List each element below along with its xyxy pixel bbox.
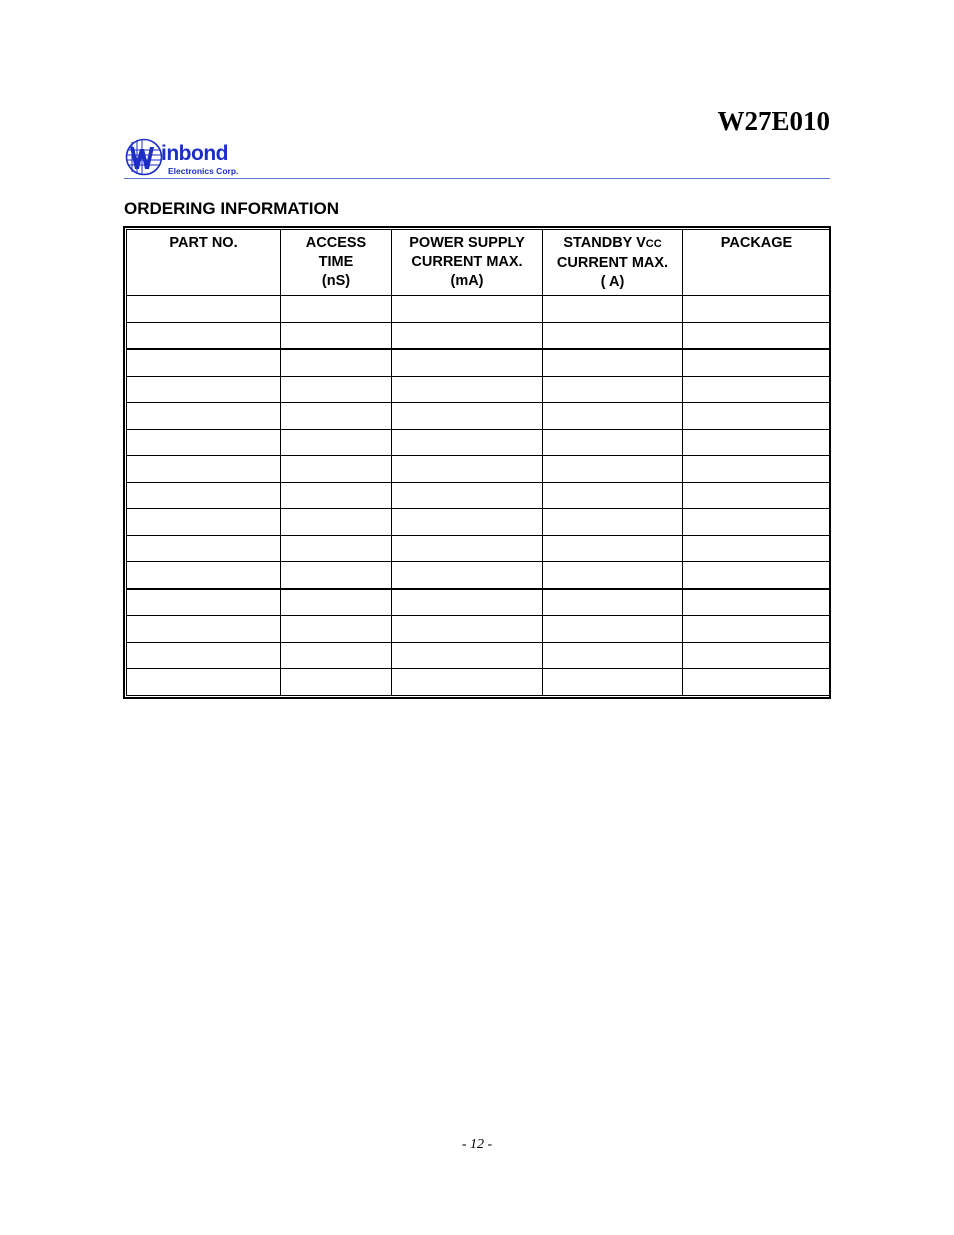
table-cell: [683, 642, 831, 669]
vcc-subscript: CC: [645, 238, 662, 250]
table-cell: [281, 589, 392, 616]
table-cell: [127, 296, 281, 323]
table-cell: [281, 296, 392, 323]
table-cell: [683, 535, 831, 562]
table-cell: [683, 456, 831, 483]
table-cell: [392, 642, 543, 669]
table-row: [127, 349, 831, 376]
column-header-power-supply: POWER SUPPLY CURRENT MAX. (mA): [392, 230, 543, 296]
logo-subtitle: Electronics Corp.: [168, 166, 239, 176]
document-title: W27E010: [717, 106, 830, 136]
table-cell: [127, 403, 281, 430]
table-row: [127, 296, 831, 323]
table-cell: [392, 349, 543, 376]
table-row: [127, 456, 831, 483]
table-cell: [543, 482, 683, 509]
section-title: ORDERING INFORMATION: [124, 199, 340, 218]
table-cell: [683, 403, 831, 430]
table-cell: [281, 403, 392, 430]
table-cell: [543, 296, 683, 323]
logo-wordmark: inbond: [161, 142, 228, 165]
table-cell: [543, 429, 683, 456]
table-cell: [543, 616, 683, 643]
table-cell: [392, 669, 543, 696]
table-cell: [683, 322, 831, 349]
table-cell: [127, 456, 281, 483]
table-cell: [281, 535, 392, 562]
column-header-package: PACKAGE: [683, 230, 831, 296]
column-header-part-no: PART NO.: [127, 230, 281, 296]
table-row: [127, 642, 831, 669]
table-cell: [127, 349, 281, 376]
table-cell: [281, 349, 392, 376]
table-cell: [281, 376, 392, 403]
table-cell: [392, 589, 543, 616]
table-cell: [127, 669, 281, 696]
winbond-logo: [125, 138, 255, 178]
table-cell: [281, 642, 392, 669]
header-rule: [124, 178, 830, 179]
table-row: [127, 616, 831, 643]
table-cell: [543, 322, 683, 349]
table-cell: [543, 535, 683, 562]
table-cell: [127, 562, 281, 589]
table-cell: [543, 509, 683, 536]
table-cell: [543, 376, 683, 403]
table-row: [127, 482, 831, 509]
table-cell: [543, 456, 683, 483]
ordering-table-frame: [123, 226, 831, 699]
table-cell: [392, 562, 543, 589]
table-cell: [281, 456, 392, 483]
table-cell: [683, 562, 831, 589]
table-cell: [127, 322, 281, 349]
column-header-access-time: ACCESS TIME (nS): [281, 230, 392, 296]
table-cell: [543, 642, 683, 669]
table-cell: [281, 562, 392, 589]
table-cell: [392, 296, 543, 323]
table-cell: [127, 589, 281, 616]
table-cell: [683, 589, 831, 616]
table-cell: [683, 376, 831, 403]
table-row: [127, 322, 831, 349]
table-cell: [543, 562, 683, 589]
table-cell: [543, 589, 683, 616]
table-cell: [543, 349, 683, 376]
table-cell: [281, 669, 392, 696]
table-cell: [392, 456, 543, 483]
table-cell: [683, 509, 831, 536]
table-cell: [683, 349, 831, 376]
table-cell: [683, 296, 831, 323]
table-cell: [281, 616, 392, 643]
table-cell: [281, 482, 392, 509]
table-cell: [392, 322, 543, 349]
table-cell: [127, 509, 281, 536]
table-row: [127, 509, 831, 536]
table-cell: [281, 429, 392, 456]
table-cell: [683, 429, 831, 456]
winbond-globe-icon: [125, 138, 163, 176]
table-cell: [392, 403, 543, 430]
table-header-row: [127, 230, 831, 296]
table-row: [127, 669, 831, 696]
table-cell: [127, 616, 281, 643]
table-cell: [127, 535, 281, 562]
ordering-table: [126, 229, 831, 696]
table-cell: [127, 376, 281, 403]
table-cell: [392, 535, 543, 562]
table-row: [127, 429, 831, 456]
page-number: - 12 -: [461, 1137, 493, 1152]
table-row: [127, 589, 831, 616]
table-cell: [281, 322, 392, 349]
table-cell: [392, 429, 543, 456]
table-cell: [127, 482, 281, 509]
table-cell: [683, 482, 831, 509]
table-cell: [392, 616, 543, 643]
column-header-standby-vcc: STANDBY VCC CURRENT MAX. ( A): [543, 230, 683, 296]
table-cell: [392, 482, 543, 509]
table-row: [127, 376, 831, 403]
ordering-table-body: [127, 296, 831, 696]
table-row: [127, 535, 831, 562]
table-cell: [683, 669, 831, 696]
table-cell: [543, 669, 683, 696]
table-cell: [281, 509, 392, 536]
table-cell: [392, 509, 543, 536]
table-cell: [127, 642, 281, 669]
table-row: [127, 403, 831, 430]
table-cell: [392, 376, 543, 403]
table-cell: [683, 616, 831, 643]
table-cell: [127, 429, 281, 456]
table-row: [127, 562, 831, 589]
table-cell: [543, 403, 683, 430]
